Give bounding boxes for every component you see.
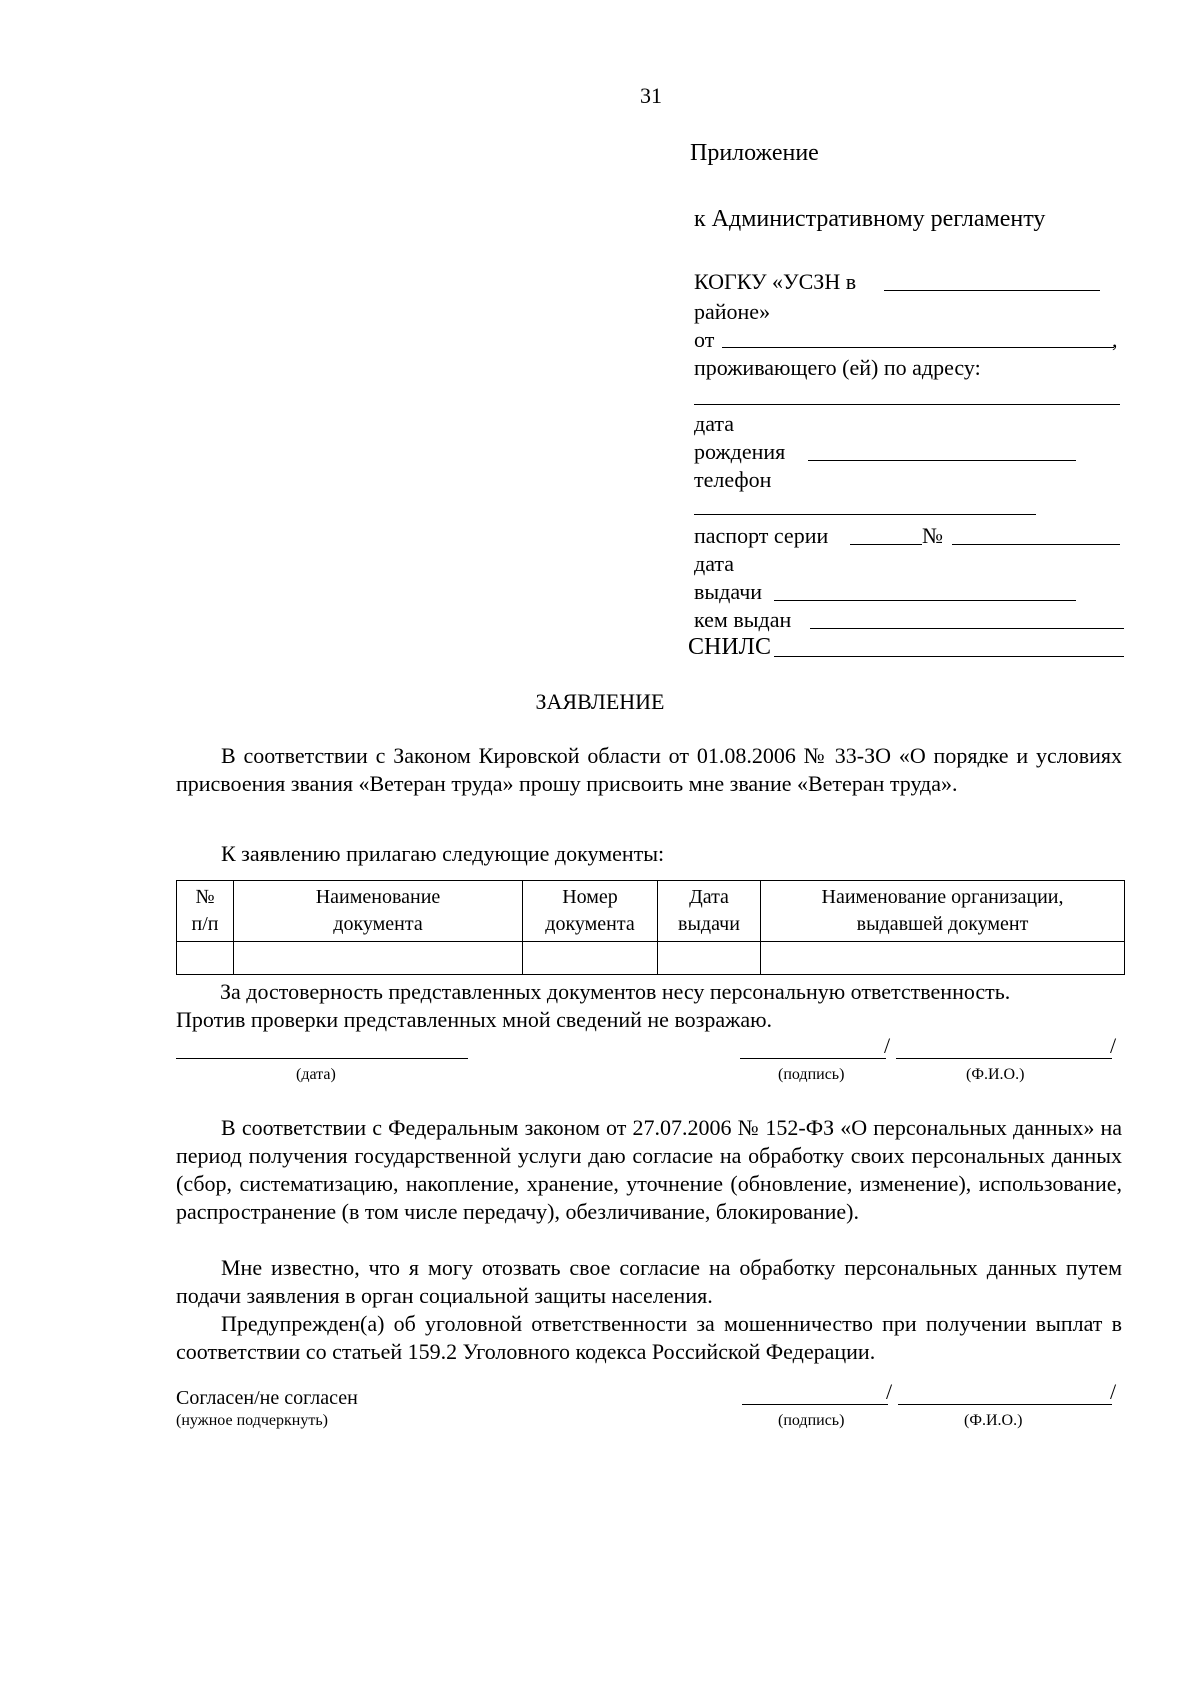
snils-label: СНИЛС [688, 634, 771, 660]
address-field[interactable] [694, 404, 1120, 405]
issue-label-2: выдачи [694, 579, 763, 604]
intro-paragraph: В соответствии с Законом Кировской области от 01.08.2006 № 33-ЗО «О порядке и условиях присвоения звания «Ветеран труда» прошу присвоить мне звание «Ветеран труда». [176, 743, 1122, 796]
consent-paragraph: В соответствии с Федеральным законом от 27.07.2006 № 152-ФЗ «О персональных данных» на период получения государственной услуги даю согласие на обработку своих персональных данных (сбор, систематизацию, накопление, хранение, уточнение (обновление, изменение), использование, распространение (в том числе передачу), обезличивание, блокирование). [176, 1115, 1122, 1224]
consent-fio-field[interactable] [898, 1404, 1112, 1405]
document-title: ЗАЯВЛЕНИЕ [535, 689, 665, 714]
col-doc-name: Наименование документа [234, 881, 523, 942]
consent-fio-caption: (Ф.И.О.) [964, 1412, 1023, 1429]
date-field[interactable] [176, 1058, 468, 1059]
passport-series-label: паспорт серии [694, 523, 829, 548]
warning-paragraph: Предупрежден(а) об уголовной ответственности за мошенничество при получении выплат в соответствии со статьей 159.2 Уголовного кодекса Российской Федерации. [176, 1311, 1122, 1364]
org-line2: районе» [694, 299, 771, 324]
appendix-title: Приложение [690, 140, 819, 166]
consent-fio-slash: / [1110, 1379, 1117, 1404]
fio-caption: (Ф.И.О.) [966, 1066, 1025, 1083]
district-field[interactable] [884, 290, 1100, 291]
from-field[interactable] [722, 347, 1114, 348]
cell-number[interactable] [177, 942, 234, 975]
address-label: проживающего (ей) по адресу: [694, 355, 981, 380]
org-line1: КОГКУ «УСЗН в [694, 269, 857, 294]
revoke-paragraph: Мне известно, что я могу отозвать свое согласие на обработку персональных данных путем подачи заявления в орган социальной защиты населения. [176, 1255, 1122, 1308]
col-doc-number: Номер документа [523, 881, 658, 942]
signature-field[interactable] [740, 1058, 886, 1059]
passport-number-label: № [922, 523, 943, 548]
consent-sign-caption: (подпись) [778, 1412, 845, 1429]
cell-issuer[interactable] [761, 942, 1125, 975]
sign-caption: (подпись) [778, 1066, 845, 1083]
fio-slash: / [1110, 1033, 1117, 1058]
issued-by-field[interactable] [810, 628, 1124, 629]
attach-paragraph: К заявлению прилагаю следующие документы: [221, 841, 665, 866]
cell-issue-date[interactable] [658, 942, 761, 975]
phone-label: телефон [694, 467, 772, 492]
appendix-subtitle: к Административному регламенту [694, 206, 1046, 232]
birth-label-1: дата [694, 411, 735, 436]
responsibility-line1: За достоверность представленных документов несу персональную ответственность. [220, 979, 1011, 1004]
from-label: от [694, 327, 715, 352]
signature-slash: / [884, 1033, 891, 1058]
table-header-row [177, 881, 1125, 942]
fio-field[interactable] [896, 1058, 1112, 1059]
birth-label-2: рождения [694, 439, 786, 464]
col-issue-date: Дата выдачи [658, 881, 761, 942]
consent-signature-slash: / [886, 1379, 893, 1404]
passport-series-field[interactable] [850, 544, 922, 545]
agree-option[interactable]: Согласен/не согласен [176, 1387, 358, 1409]
birth-date-field[interactable] [808, 460, 1076, 461]
phone-field[interactable] [694, 514, 1036, 515]
table-row [177, 942, 1125, 975]
cell-doc-name[interactable] [234, 942, 523, 975]
from-suffix: , [1112, 327, 1118, 352]
col-number: № п/п [177, 881, 234, 942]
col-issuer: Наименование организации, выдавшей документ [761, 881, 1125, 942]
agree-hint: (нужное подчеркнуть) [176, 1412, 328, 1429]
issue-label-1: дата [694, 551, 735, 576]
issued-by-label: кем выдан [694, 607, 792, 632]
documents-table [176, 880, 1125, 975]
cell-doc-number[interactable] [523, 942, 658, 975]
snils-field[interactable] [774, 656, 1124, 657]
consent-signature-field[interactable] [742, 1404, 888, 1405]
issue-date-field[interactable] [774, 600, 1076, 601]
page-number: 31 [640, 83, 662, 108]
date-caption: (дата) [296, 1066, 336, 1083]
responsibility-line2: Против проверки представленных мной сведений не возражаю. [176, 1007, 773, 1032]
passport-number-field[interactable] [952, 544, 1120, 545]
